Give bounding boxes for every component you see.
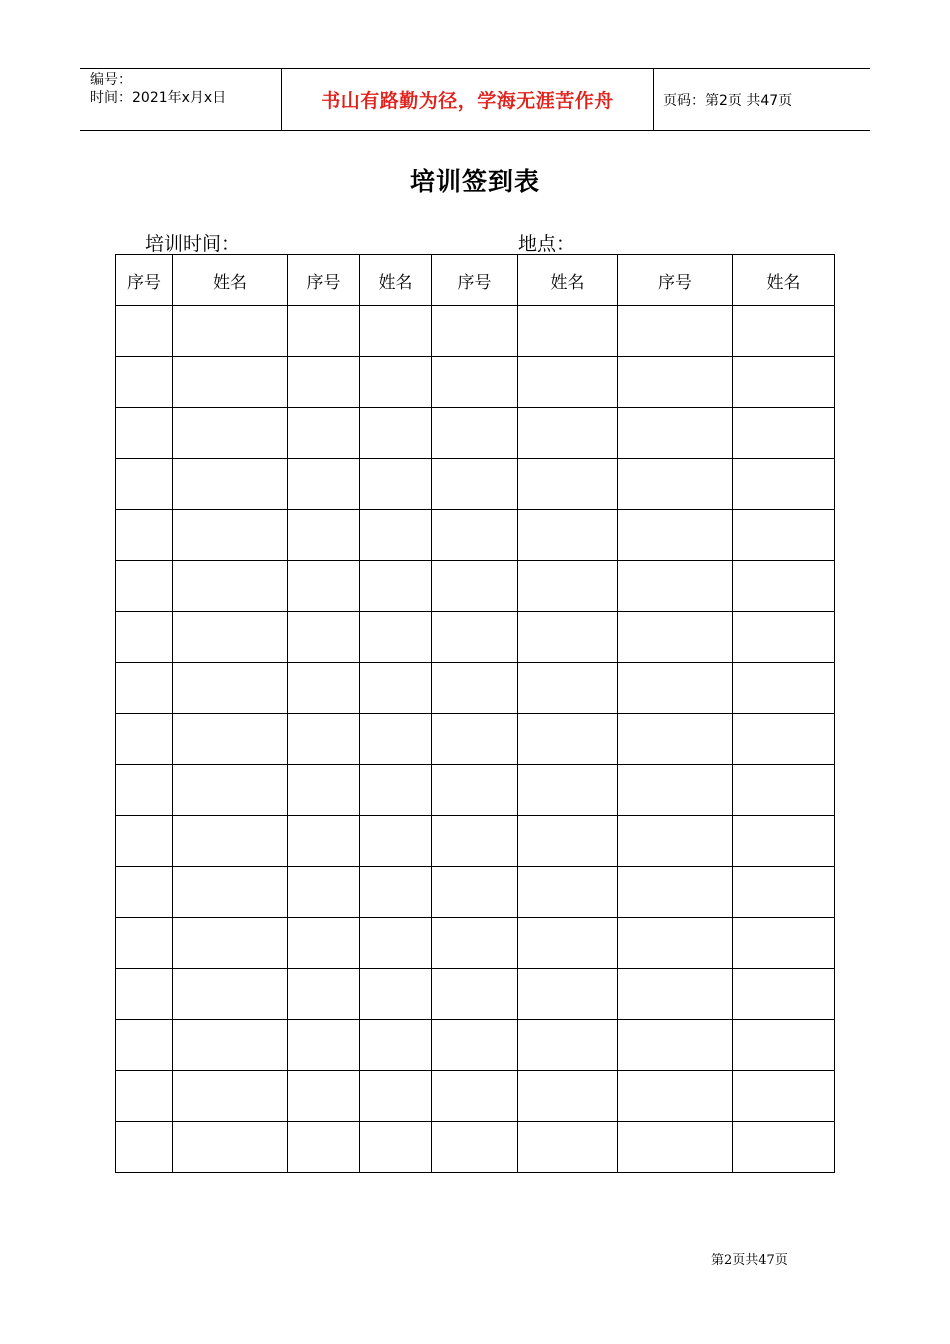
name-cell[interactable]: [173, 408, 288, 459]
seq-cell[interactable]: [288, 510, 360, 561]
name-cell[interactable]: [173, 306, 288, 357]
name-cell[interactable]: [733, 306, 835, 357]
table-row: [116, 714, 835, 765]
name-cell[interactable]: [733, 561, 835, 612]
header-right-cell: [654, 69, 870, 130]
header-motto-cell: [281, 69, 654, 130]
name-cell[interactable]: [518, 714, 618, 765]
seq-cell[interactable]: [432, 357, 518, 408]
column-header-name: 姓名: [360, 255, 432, 306]
seq-cell[interactable]: [618, 306, 733, 357]
seq-cell[interactable]: [116, 1122, 173, 1173]
seq-cell[interactable]: [618, 561, 733, 612]
seq-cell[interactable]: [116, 510, 173, 561]
column-header-seq: 序号: [288, 255, 360, 306]
seq-cell[interactable]: [288, 561, 360, 612]
name-cell[interactable]: [733, 1071, 835, 1122]
seq-cell[interactable]: [288, 408, 360, 459]
seq-cell[interactable]: [432, 1122, 518, 1173]
name-cell[interactable]: [173, 765, 288, 816]
seq-cell[interactable]: [432, 969, 518, 1020]
name-cell[interactable]: [733, 510, 835, 561]
sign-in-table: [115, 254, 835, 1173]
seq-cell[interactable]: [116, 765, 173, 816]
table-row: [116, 612, 835, 663]
name-cell[interactable]: [173, 612, 288, 663]
seq-cell[interactable]: [288, 969, 360, 1020]
seq-cell[interactable]: [618, 765, 733, 816]
seq-cell[interactable]: [116, 357, 173, 408]
name-cell[interactable]: [173, 357, 288, 408]
seq-cell[interactable]: [116, 663, 173, 714]
name-cell[interactable]: [518, 867, 618, 918]
name-cell[interactable]: [518, 1122, 618, 1173]
name-cell[interactable]: [173, 459, 288, 510]
document-number-label: 编号：: [90, 72, 132, 88]
table-row: [116, 918, 835, 969]
table-row: [116, 459, 835, 510]
seq-cell[interactable]: [432, 1020, 518, 1071]
name-cell[interactable]: [173, 969, 288, 1020]
seq-cell[interactable]: [116, 306, 173, 357]
training-time-label: 培训时间：: [145, 233, 241, 255]
seq-cell[interactable]: [432, 765, 518, 816]
name-cell[interactable]: [360, 663, 432, 714]
seq-cell[interactable]: [618, 510, 733, 561]
seq-cell[interactable]: [432, 867, 518, 918]
name-cell[interactable]: [360, 1122, 432, 1173]
seq-cell[interactable]: [288, 1071, 360, 1122]
name-cell[interactable]: [173, 816, 288, 867]
table-row: [116, 306, 835, 357]
seq-cell[interactable]: [116, 714, 173, 765]
table-body: [116, 306, 835, 1173]
seq-cell[interactable]: [432, 561, 518, 612]
seq-cell[interactable]: [116, 459, 173, 510]
seq-cell[interactable]: [618, 1071, 733, 1122]
header-left-cell: [80, 69, 281, 130]
document-title: 培训签到表: [409, 167, 540, 196]
name-cell[interactable]: [173, 1020, 288, 1071]
name-cell[interactable]: [518, 816, 618, 867]
seq-cell[interactable]: [288, 714, 360, 765]
name-cell[interactable]: [360, 867, 432, 918]
header-page-info: 页码：第2页 共47页: [663, 92, 793, 109]
seq-cell[interactable]: [288, 816, 360, 867]
seq-cell[interactable]: [432, 714, 518, 765]
name-cell[interactable]: [518, 357, 618, 408]
seq-cell[interactable]: [618, 714, 733, 765]
seq-cell[interactable]: [618, 612, 733, 663]
name-cell[interactable]: [360, 561, 432, 612]
seq-cell[interactable]: [618, 1020, 733, 1071]
seq-cell[interactable]: [116, 408, 173, 459]
seq-cell[interactable]: [288, 357, 360, 408]
seq-cell[interactable]: [432, 612, 518, 663]
seq-cell[interactable]: [618, 663, 733, 714]
name-cell[interactable]: [360, 816, 432, 867]
name-cell[interactable]: [173, 1071, 288, 1122]
name-cell[interactable]: [360, 357, 432, 408]
name-cell[interactable]: [360, 612, 432, 663]
name-cell[interactable]: [360, 408, 432, 459]
name-cell[interactable]: [733, 1020, 835, 1071]
name-cell[interactable]: [360, 969, 432, 1020]
seq-cell[interactable]: [116, 918, 173, 969]
seq-cell[interactable]: [618, 459, 733, 510]
seq-cell[interactable]: [432, 1071, 518, 1122]
name-cell[interactable]: [733, 459, 835, 510]
name-cell[interactable]: [173, 510, 288, 561]
name-cell[interactable]: [518, 459, 618, 510]
seq-cell[interactable]: [116, 867, 173, 918]
name-cell[interactable]: [360, 459, 432, 510]
seq-cell[interactable]: [432, 306, 518, 357]
seq-cell[interactable]: [432, 408, 518, 459]
seq-cell[interactable]: [116, 969, 173, 1020]
seq-cell[interactable]: [618, 357, 733, 408]
name-cell[interactable]: [733, 357, 835, 408]
name-cell[interactable]: [360, 1071, 432, 1122]
name-cell[interactable]: [173, 561, 288, 612]
column-header-seq: 序号: [116, 255, 173, 306]
column-header-seq: 序号: [618, 255, 733, 306]
name-cell[interactable]: [360, 1020, 432, 1071]
table-row: [116, 816, 835, 867]
seq-cell[interactable]: [116, 1020, 173, 1071]
seq-cell[interactable]: [618, 969, 733, 1020]
table-header-row: [116, 255, 835, 306]
location-label: 地点：: [518, 233, 576, 255]
seq-cell[interactable]: [288, 459, 360, 510]
name-cell[interactable]: [518, 918, 618, 969]
name-cell[interactable]: [518, 510, 618, 561]
column-header-name: 姓名: [518, 255, 618, 306]
table-row: [116, 867, 835, 918]
table-row: [116, 1020, 835, 1071]
seq-cell[interactable]: [288, 918, 360, 969]
table-row: [116, 561, 835, 612]
table-row: [116, 663, 835, 714]
page-header: [80, 68, 870, 131]
seq-cell[interactable]: [432, 816, 518, 867]
seq-cell[interactable]: [618, 918, 733, 969]
name-cell[interactable]: [360, 306, 432, 357]
seq-cell[interactable]: [288, 306, 360, 357]
name-cell[interactable]: [173, 867, 288, 918]
seq-cell[interactable]: [432, 918, 518, 969]
name-cell[interactable]: [173, 714, 288, 765]
column-header-name: 姓名: [173, 255, 288, 306]
seq-cell[interactable]: [432, 510, 518, 561]
seq-cell[interactable]: [116, 561, 173, 612]
table-row: [116, 1122, 835, 1173]
name-cell[interactable]: [518, 969, 618, 1020]
seq-cell[interactable]: [116, 816, 173, 867]
name-cell[interactable]: [518, 306, 618, 357]
name-cell[interactable]: [173, 1122, 288, 1173]
name-cell[interactable]: [518, 1020, 618, 1071]
seq-cell[interactable]: [618, 867, 733, 918]
name-cell[interactable]: [173, 918, 288, 969]
footer-page-number: 第2页共47页: [711, 1253, 788, 1268]
name-cell[interactable]: [733, 663, 835, 714]
table-row: [116, 408, 835, 459]
seq-cell[interactable]: [288, 867, 360, 918]
header-motto: 书山有路勤为径，学海无涯苦作舟: [321, 90, 614, 112]
document-date: 时间：2021年x月x日: [90, 90, 227, 106]
seq-cell[interactable]: [288, 765, 360, 816]
seq-cell[interactable]: [432, 459, 518, 510]
table-row: [116, 1071, 835, 1122]
seq-cell[interactable]: [116, 1071, 173, 1122]
seq-cell[interactable]: [618, 1122, 733, 1173]
table-row: [116, 969, 835, 1020]
name-cell[interactable]: [733, 612, 835, 663]
name-cell[interactable]: [733, 816, 835, 867]
table-row: [116, 357, 835, 408]
seq-cell[interactable]: [288, 663, 360, 714]
table-row: [116, 510, 835, 561]
seq-cell[interactable]: [288, 612, 360, 663]
seq-cell[interactable]: [288, 1122, 360, 1173]
name-cell[interactable]: [733, 969, 835, 1020]
name-cell[interactable]: [733, 765, 835, 816]
name-cell[interactable]: [360, 510, 432, 561]
name-cell[interactable]: [360, 765, 432, 816]
name-cell[interactable]: [518, 1071, 618, 1122]
seq-cell[interactable]: [618, 408, 733, 459]
seq-cell[interactable]: [618, 816, 733, 867]
name-cell[interactable]: [518, 663, 618, 714]
name-cell[interactable]: [518, 612, 618, 663]
name-cell[interactable]: [518, 408, 618, 459]
seq-cell[interactable]: [432, 663, 518, 714]
name-cell[interactable]: [360, 714, 432, 765]
seq-cell[interactable]: [116, 612, 173, 663]
name-cell[interactable]: [173, 663, 288, 714]
name-cell[interactable]: [518, 765, 618, 816]
column-header-name: 姓名: [733, 255, 835, 306]
table-row: [116, 765, 835, 816]
name-cell[interactable]: [733, 918, 835, 969]
name-cell[interactable]: [360, 918, 432, 969]
name-cell[interactable]: [733, 714, 835, 765]
seq-cell[interactable]: [288, 1020, 360, 1071]
name-cell[interactable]: [518, 561, 618, 612]
name-cell[interactable]: [733, 408, 835, 459]
column-header-seq: 序号: [432, 255, 518, 306]
name-cell[interactable]: [733, 1122, 835, 1173]
name-cell[interactable]: [733, 867, 835, 918]
